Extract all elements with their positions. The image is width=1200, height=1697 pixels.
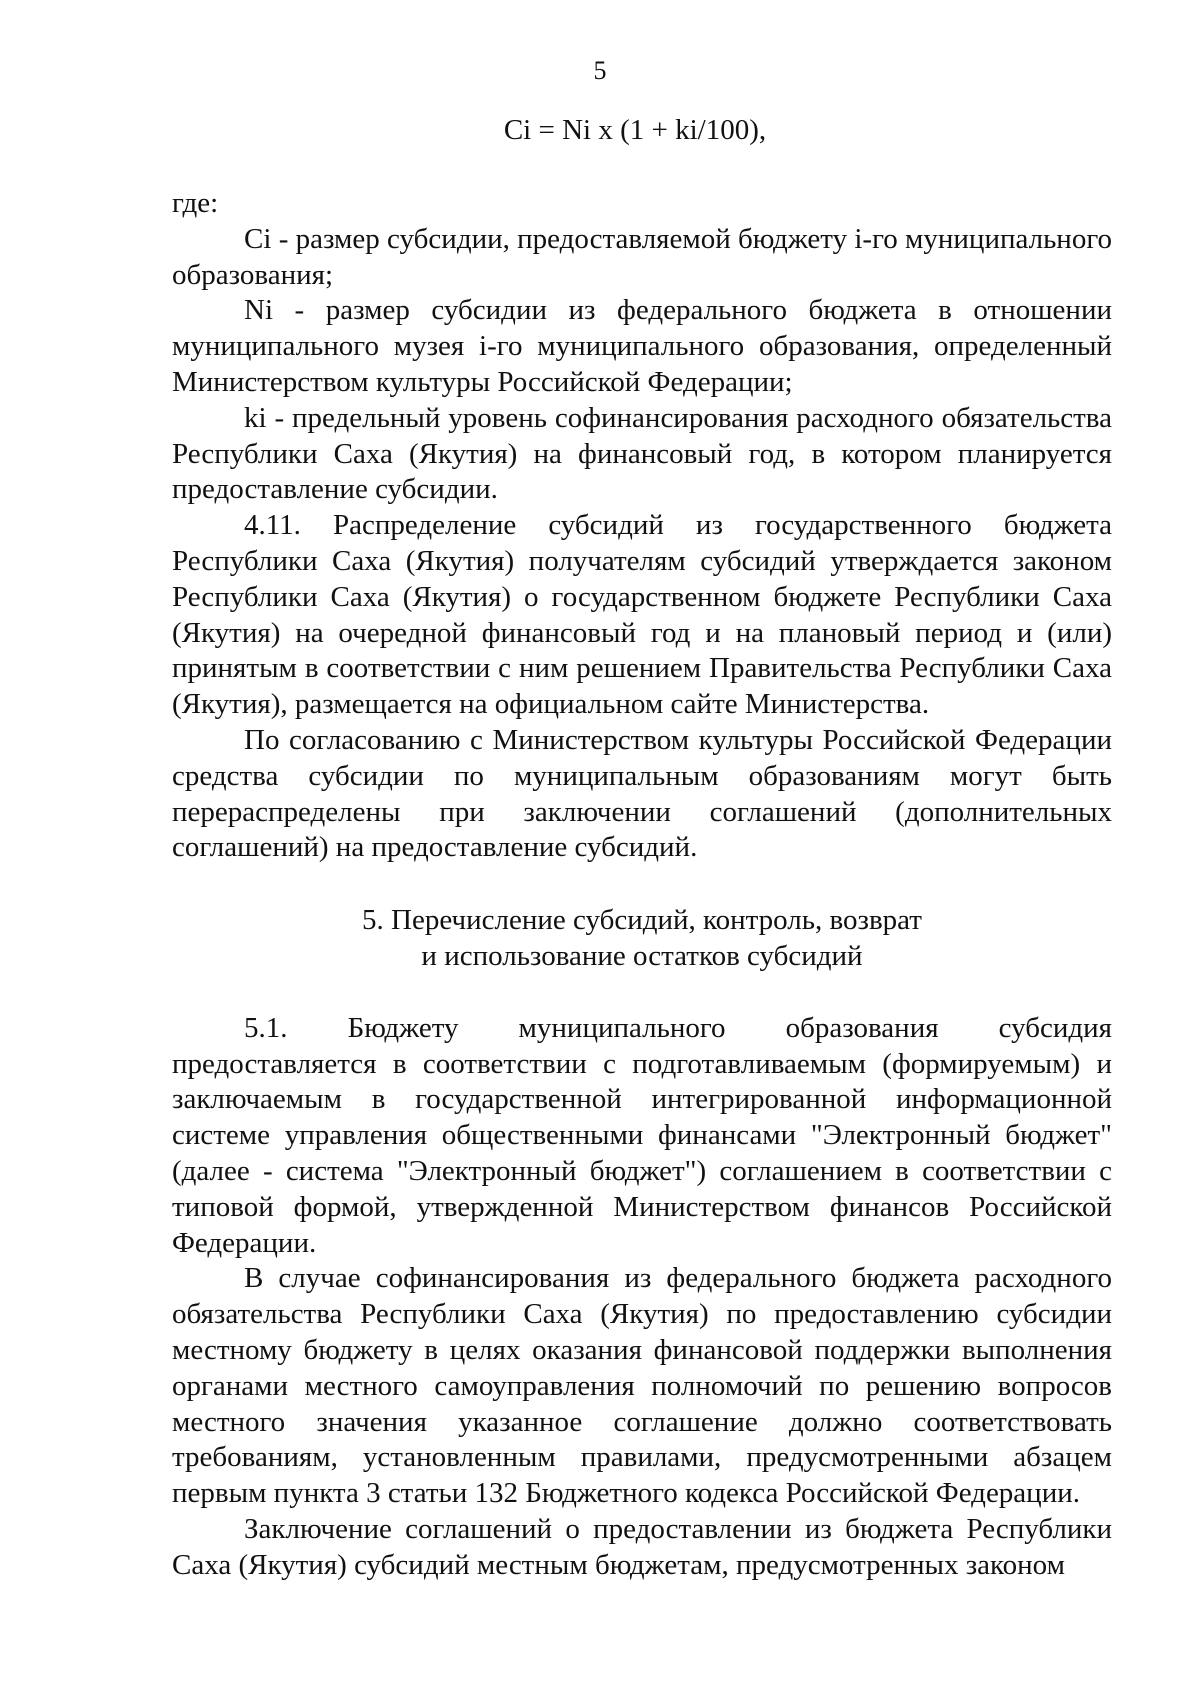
page-number: 5 xyxy=(593,56,607,85)
paragraph: 5.1. Бюджету муниципального образования субсидия предоставляется в соответствии с подготавливаемым (формируемым) и заключаемым в государственной интегрированной информационной системе управления общественными финансами "Электронный бюджет" (далее - система "Электронный бюджет") соглашением в соответствии с типовой формой, утвержденной Министерством финансов Российской Федерации. xyxy=(172,1011,1112,1259)
document-body xyxy=(172,186,1112,1583)
paragraph: Ni - размер субсидии из федерального бюджета в отношении муниципального музея i-го муниципального образования, определенный Министерством культуры Российской Федерации; xyxy=(172,294,1112,398)
paragraph: Ci - размер субсидии, предоставляемой бюджету i-го муниципального образования; xyxy=(172,222,1112,291)
paragraph: ki - предельный уровень софинансирования расходного обязательства Республики Саха (Якутия) на финансовый год, в котором планируется предоставление субсидии. xyxy=(172,401,1112,506)
paragraphs-after-heading xyxy=(172,1011,1112,1584)
paragraph: По согласованию с Министерством культуры Российской Федерации средства субсидии по муниципальным образованиям могут быть перераспределены при заключении соглашений (дополнительных соглашений) на предоставление субсидий. xyxy=(172,723,1112,864)
section-heading-line-1: 5. Перечисление субсидий, контроль, возврат xyxy=(362,904,922,937)
paragraph: 4.11. Распределение субсидий из государственного бюджета Республики Саха (Якутия) получателям субсидий утверждается законом Республики Саха (Якутия) о государственном бюджете Республики Саха (Якутия) на очередной финансовый год и на плановый период и (или) принятым в соответствии с ним решением Правительства Республики Саха (Якутия), размещается на официальном сайте Министерства. xyxy=(172,509,1112,721)
section-heading-line-2: и использование остатков субсидий xyxy=(421,939,863,972)
paragraph: В случае софинансирования из федерального бюджета расходного обязательства Республики Саха (Якутия) по предоставлению субсидии местному бюджету в целях оказания финансовой поддержки выполнения органами местного самоуправления полномочий по решению вопросов местного значения указанное соглашение должно соответствовать требованиям, установленным правилами, предусмотренными абзацем первым пункта 3 статьи 132 Бюджетного кодекса Российской Федерации. xyxy=(172,1262,1112,1510)
section-heading xyxy=(172,903,1112,975)
subsidy-formula: Ci = Ni x (1 + ki/100), xyxy=(503,114,767,146)
paragraph: где: xyxy=(172,187,219,219)
paragraph: Заключение соглашений о предоставлении из бюджета Республики Саха (Якутия) субсидий местным бюджетам, предусмотренных законом xyxy=(172,1512,1112,1581)
paragraphs-before-heading xyxy=(172,186,1112,866)
